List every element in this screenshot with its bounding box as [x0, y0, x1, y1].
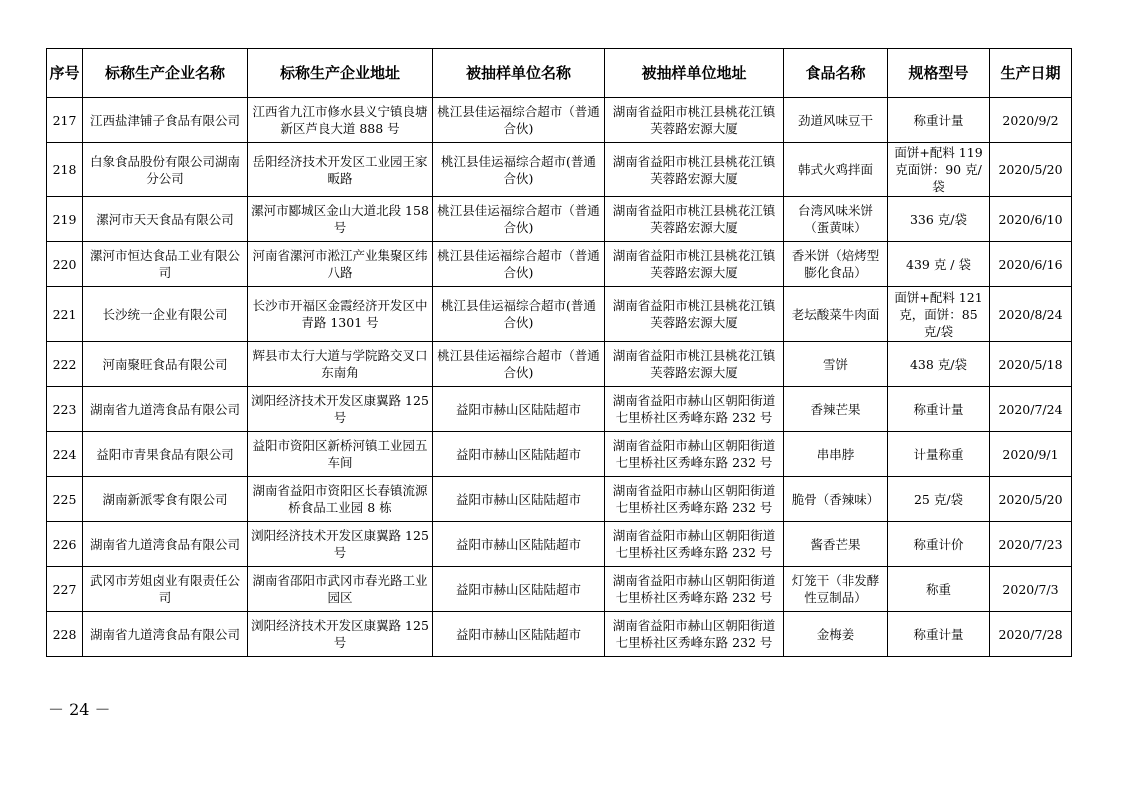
- table-row: [47, 342, 1072, 387]
- cell-sampled-address: 湖南省益阳市赫山区朝阳街道七里桥社区秀峰东路 232 号: [605, 477, 784, 522]
- cell-sampled-address: 湖南省益阳市桃江县桃花江镇芙蓉路宏源大厦: [605, 197, 784, 242]
- cell-spec: 438 克/袋: [888, 342, 990, 387]
- cell-no: 225: [47, 477, 83, 522]
- cell-producer-address: 长沙市开福区金霞经济开发区中青路 1301 号: [248, 287, 433, 342]
- cell-sampled-address: 湖南省益阳市赫山区朝阳街道七里桥社区秀峰东路 232 号: [605, 567, 784, 612]
- table-row: [47, 98, 1072, 143]
- cell-producer-address: 江西省九江市修水县义宁镇良塘新区芦良大道 888 号: [248, 98, 433, 143]
- table-row: [47, 197, 1072, 242]
- header-spec: 规格型号: [888, 49, 990, 98]
- header-sampled-address: 被抽样单位地址: [605, 49, 784, 98]
- cell-production-date: 2020/5/18: [990, 342, 1072, 387]
- cell-production-date: 2020/6/16: [990, 242, 1072, 287]
- cell-producer: 益阳市青果食品有限公司: [83, 432, 248, 477]
- cell-sampled-unit: 桃江县佳运福综合超市（普通合伙): [433, 242, 605, 287]
- cell-no: 220: [47, 242, 83, 287]
- cell-sampled-unit: 桃江县佳运福综合超市（普通合伙): [433, 342, 605, 387]
- cell-sampled-unit: 益阳市赫山区陆陆超市: [433, 522, 605, 567]
- cell-food-name: 脆骨（香辣味）: [784, 477, 888, 522]
- cell-sampled-address: 湖南省益阳市赫山区朝阳街道七里桥社区秀峰东路 232 号: [605, 522, 784, 567]
- cell-sampled-address: 湖南省益阳市桃江县桃花江镇芙蓉路宏源大厦: [605, 342, 784, 387]
- cell-production-date: 2020/7/24: [990, 387, 1072, 432]
- table-row: [47, 477, 1072, 522]
- cell-no: 226: [47, 522, 83, 567]
- cell-no: 217: [47, 98, 83, 143]
- table-row: [47, 432, 1072, 477]
- cell-sampled-unit: 益阳市赫山区陆陆超市: [433, 432, 605, 477]
- cell-production-date: 2020/7/28: [990, 612, 1072, 657]
- table-row: [47, 287, 1072, 342]
- header-row: [47, 49, 1072, 98]
- cell-no: 228: [47, 612, 83, 657]
- cell-spec: 计量称重: [888, 432, 990, 477]
- cell-no: 227: [47, 567, 83, 612]
- cell-producer: 湖南省九道湾食品有限公司: [83, 522, 248, 567]
- cell-spec: 面饼+配料 121 克，面饼：85 克/袋: [888, 287, 990, 342]
- table-row: [47, 387, 1072, 432]
- cell-production-date: 2020/9/1: [990, 432, 1072, 477]
- cell-producer-address: 河南省漯河市淞江产业集聚区纬八路: [248, 242, 433, 287]
- cell-no: 223: [47, 387, 83, 432]
- cell-sampled-address: 湖南省益阳市桃江县桃花江镇芙蓉路宏源大厦: [605, 98, 784, 143]
- cell-food-name: 雪饼: [784, 342, 888, 387]
- cell-producer: 漯河市天天食品有限公司: [83, 197, 248, 242]
- cell-production-date: 2020/5/20: [990, 477, 1072, 522]
- cell-sampled-unit: 桃江县佳运福综合超市(普通合伙): [433, 143, 605, 197]
- cell-spec: 336 克/袋: [888, 197, 990, 242]
- cell-food-name: 酱香芒果: [784, 522, 888, 567]
- page-number: － 24 －: [48, 700, 111, 719]
- cell-food-name: 串串脖: [784, 432, 888, 477]
- cell-producer: 武冈市芳姐卤业有限责任公司: [83, 567, 248, 612]
- cell-no: 222: [47, 342, 83, 387]
- cell-spec: 25 克/袋: [888, 477, 990, 522]
- cell-spec: 439 克 / 袋: [888, 242, 990, 287]
- cell-food-name: 劲道风味豆干: [784, 98, 888, 143]
- cell-no: 218: [47, 143, 83, 197]
- cell-sampled-unit: 桃江县佳运福综合超市（普通合伙): [433, 197, 605, 242]
- cell-production-date: 2020/7/3: [990, 567, 1072, 612]
- header-production-date: 生产日期: [990, 49, 1072, 98]
- cell-food-name: 灯笼干（非发酵性豆制品）: [784, 567, 888, 612]
- cell-producer: 湖南省九道湾食品有限公司: [83, 387, 248, 432]
- cell-food-name: 香米饼（焙烤型膨化食品）: [784, 242, 888, 287]
- table-row: [47, 522, 1072, 567]
- cell-food-name: 韩式火鸡拌面: [784, 143, 888, 197]
- cell-spec: 称重计量: [888, 98, 990, 143]
- cell-spec: 称重: [888, 567, 990, 612]
- cell-sampled-unit: 桃江县佳运福综合超市(普通合伙): [433, 287, 605, 342]
- cell-production-date: 2020/9/2: [990, 98, 1072, 143]
- cell-producer-address: 辉县市太行大道与学院路交叉口东南角: [248, 342, 433, 387]
- cell-sampled-unit: 益阳市赫山区陆陆超市: [433, 567, 605, 612]
- cell-sampled-address: 湖南省益阳市赫山区朝阳街道七里桥社区秀峰东路 232 号: [605, 387, 784, 432]
- cell-food-name: 金梅姜: [784, 612, 888, 657]
- cell-spec: 称重计量: [888, 387, 990, 432]
- cell-producer: 长沙统一企业有限公司: [83, 287, 248, 342]
- header-producer: 标称生产企业名称: [83, 49, 248, 98]
- cell-production-date: 2020/5/20: [990, 143, 1072, 197]
- cell-production-date: 2020/6/10: [990, 197, 1072, 242]
- cell-food-name: 老坛酸菜牛肉面: [784, 287, 888, 342]
- header-food-name: 食品名称: [784, 49, 888, 98]
- cell-sampled-unit: 益阳市赫山区陆陆超市: [433, 612, 605, 657]
- cell-sampled-address: 湖南省益阳市桃江县桃花江镇芙蓉路宏源大厦: [605, 143, 784, 197]
- cell-producer: 江西盐津铺子食品有限公司: [83, 98, 248, 143]
- cell-production-date: 2020/7/23: [990, 522, 1072, 567]
- header-producer-address: 标称生产企业地址: [248, 49, 433, 98]
- header-sampled-unit: 被抽样单位名称: [433, 49, 605, 98]
- cell-producer-address: 漯河市郾城区金山大道北段 158 号: [248, 197, 433, 242]
- cell-producer-address: 益阳市资阳区新桥河镇工业园五车间: [248, 432, 433, 477]
- cell-spec: 面饼+配料 119 克面饼：90 克/袋: [888, 143, 990, 197]
- cell-sampled-address: 湖南省益阳市桃江县桃花江镇芙蓉路宏源大厦: [605, 287, 784, 342]
- header-no: 序号: [47, 49, 83, 98]
- cell-no: 224: [47, 432, 83, 477]
- cell-sampled-unit: 桃江县佳运福综合超市（普通合伙): [433, 98, 605, 143]
- cell-producer: 湖南省九道湾食品有限公司: [83, 612, 248, 657]
- cell-sampled-unit: 益阳市赫山区陆陆超市: [433, 387, 605, 432]
- cell-food-name: 台湾风味米饼（蛋黄味）: [784, 197, 888, 242]
- sampling-table: [46, 48, 1072, 657]
- cell-producer-address: 浏阳经济技术开发区康翼路 125 号: [248, 612, 433, 657]
- cell-sampled-address: 湖南省益阳市赫山区朝阳街道七里桥社区秀峰东路 232 号: [605, 612, 784, 657]
- table-row: [47, 242, 1072, 287]
- cell-sampled-unit: 益阳市赫山区陆陆超市: [433, 477, 605, 522]
- cell-producer: 湖南新派零食有限公司: [83, 477, 248, 522]
- cell-sampled-address: 湖南省益阳市桃江县桃花江镇芙蓉路宏源大厦: [605, 242, 784, 287]
- cell-food-name: 香辣芒果: [784, 387, 888, 432]
- cell-no: 221: [47, 287, 83, 342]
- cell-producer: 河南聚旺食品有限公司: [83, 342, 248, 387]
- cell-sampled-address: 湖南省益阳市赫山区朝阳街道七里桥社区秀峰东路 232 号: [605, 432, 784, 477]
- cell-producer-address: 岳阳经济技术开发区工业园王家畈路: [248, 143, 433, 197]
- cell-producer-address: 浏阳经济技术开发区康翼路 125 号: [248, 387, 433, 432]
- cell-producer: 白象食品股份有限公司湖南分公司: [83, 143, 248, 197]
- cell-producer-address: 湖南省益阳市资阳区长春镇流源桥食品工业园 8 栋: [248, 477, 433, 522]
- table-row: [47, 143, 1072, 197]
- cell-spec: 称重计量: [888, 612, 990, 657]
- cell-production-date: 2020/8/24: [990, 287, 1072, 342]
- table-row: [47, 567, 1072, 612]
- cell-producer-address: 湖南省邵阳市武冈市春光路工业园区: [248, 567, 433, 612]
- cell-producer: 漯河市恒达食品工业有限公司: [83, 242, 248, 287]
- cell-no: 219: [47, 197, 83, 242]
- cell-producer-address: 浏阳经济技术开发区康翼路 125 号: [248, 522, 433, 567]
- table-row: [47, 612, 1072, 657]
- cell-spec: 称重计价: [888, 522, 990, 567]
